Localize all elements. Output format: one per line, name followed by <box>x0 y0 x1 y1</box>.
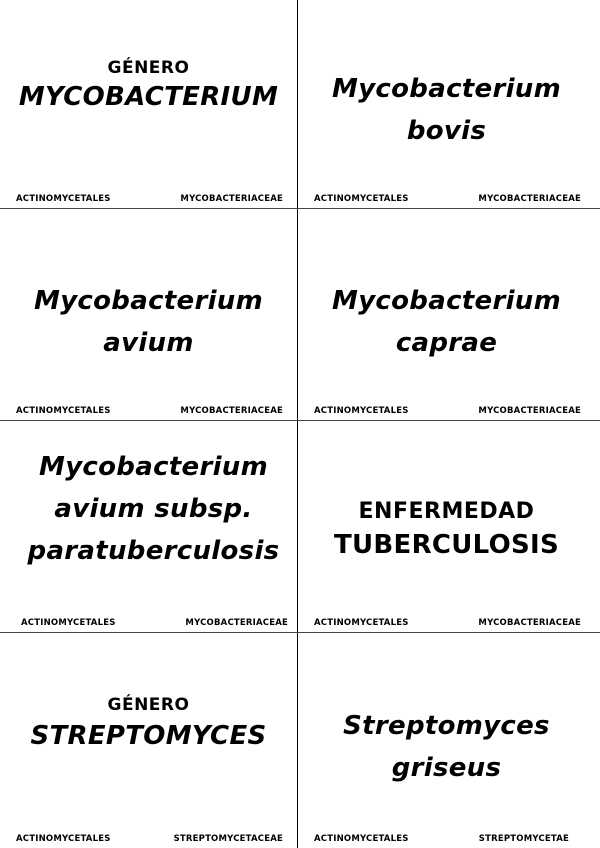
card-order: ACTINOMYCETALES <box>314 618 409 628</box>
species-line: Streptomyces <box>343 711 550 741</box>
card-species-m-caprae <box>298 209 595 420</box>
card-family: STREPTOMYCETAE <box>478 834 569 844</box>
card-disease-tuberculosis <box>298 421 595 632</box>
species-line: caprae <box>395 328 498 358</box>
card-order: ACTINOMYCETALES <box>21 618 116 628</box>
card-order: ACTINOMYCETALES <box>16 406 111 416</box>
card-family: MYCOBACTERIACEAE <box>180 194 283 204</box>
card-species-m-avium <box>0 209 297 420</box>
card-name: MYCOBACTERIUM <box>18 82 279 112</box>
species-line: paratuberculosis <box>27 536 280 566</box>
card-family: STREPTOMYCETACEAE <box>173 834 283 844</box>
card-species-m-bovis <box>298 0 595 208</box>
card-family: MYCOBACTERIACEAE <box>478 406 581 416</box>
card-family: MYCOBACTERIACEAE <box>478 194 581 204</box>
card-heading: ENFERMEDAD <box>358 499 535 524</box>
species-line: bovis <box>406 116 487 146</box>
card-name: TUBERCULOSIS <box>333 530 560 560</box>
species-line: avium <box>103 328 194 358</box>
card-family: MYCOBACTERIACEAE <box>185 618 288 628</box>
card-order: ACTINOMYCETALES <box>16 194 111 204</box>
species-line: Mycobacterium <box>332 286 561 316</box>
card-genus-mycobacterium <box>0 0 297 208</box>
card-heading: GÉNERO <box>107 695 190 715</box>
card-order: ACTINOMYCETALES <box>16 834 111 844</box>
card-name: STREPTOMYCES <box>30 721 267 751</box>
species-line: Mycobacterium <box>34 286 263 316</box>
card-order: ACTINOMYCETALES <box>314 834 409 844</box>
card-order: ACTINOMYCETALES <box>314 194 409 204</box>
card-genus-streptomyces <box>0 633 297 848</box>
card-order: ACTINOMYCETALES <box>314 406 409 416</box>
card-family: MYCOBACTERIACEAE <box>180 406 283 416</box>
card-species-m-paratuberculosis <box>0 421 297 632</box>
species-line: Mycobacterium <box>39 452 268 482</box>
card-family: MYCOBACTERIACEAE <box>478 618 581 628</box>
species-line: Mycobacterium <box>332 74 561 104</box>
card-heading: GÉNERO <box>107 58 190 78</box>
species-line: avium subsp. <box>54 494 253 524</box>
card-species-s-griseus <box>298 633 595 848</box>
species-line: griseus <box>391 753 502 783</box>
